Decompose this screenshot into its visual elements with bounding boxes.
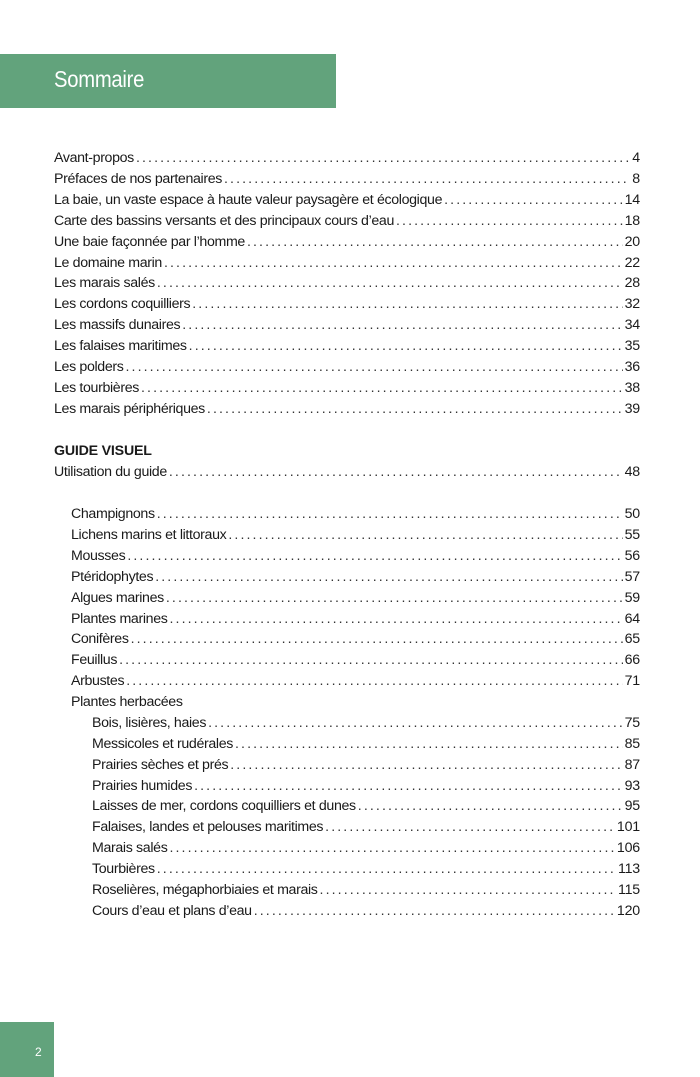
toc-entry-page: 8 <box>632 171 640 187</box>
toc-entry-falaises-landes[interactable] <box>92 817 640 838</box>
toc-entry-label: La baie, un vaste espace à haute valeur paysagère et écologique <box>54 192 443 208</box>
toc-entry-page: 56 <box>624 548 640 564</box>
toc-entry-label: Les falaises maritimes <box>54 338 187 354</box>
section-heading-guide-visuel: GUIDE VISUEL <box>54 443 152 459</box>
toc-entry-cordons[interactable] <box>54 294 640 315</box>
toc-entry-label: Les tourbières <box>54 380 140 396</box>
toc-entry-label: Conifères <box>71 631 129 647</box>
toc-entry-arbustes[interactable] <box>71 671 640 692</box>
toc-entry-label: Feuillus <box>71 652 118 668</box>
toc-entry-page: 48 <box>624 464 640 480</box>
toc-entry-algues[interactable] <box>71 588 640 609</box>
toc-entry-label: Roselières, mégaphorbiaies et marais <box>92 882 318 898</box>
dot-leader <box>189 336 623 357</box>
toc-entry-page: 38 <box>624 380 640 396</box>
dot-leader <box>247 232 623 253</box>
toc-entry-page: 28 <box>624 275 640 291</box>
toc-entry-page: 20 <box>624 234 640 250</box>
toc-entry-prefaces[interactable] <box>54 169 640 190</box>
toc-entry-plantes-marines[interactable] <box>71 609 640 630</box>
title-banner <box>0 54 336 108</box>
toc-entry-pteridophytes[interactable] <box>71 567 640 588</box>
dot-leader <box>127 546 622 567</box>
toc-entry-utilisation[interactable] <box>54 462 640 483</box>
toc-entry-champignons[interactable] <box>71 504 640 525</box>
toc-entry-label: Cours d’eau et plans d’eau <box>92 903 252 919</box>
dot-leader <box>169 462 623 483</box>
toc-entry-page: 71 <box>624 673 640 689</box>
toc-entry-label: Tourbières <box>92 861 155 877</box>
dot-leader <box>207 399 623 420</box>
toc-entry-page: 14 <box>624 192 640 208</box>
dot-leader <box>136 148 630 169</box>
dot-leader <box>208 713 623 734</box>
toc-entry-prairies-seches[interactable] <box>92 755 640 776</box>
dot-leader <box>396 211 623 232</box>
toc-entry-messicoles[interactable] <box>92 734 640 755</box>
toc-entry-massifs[interactable] <box>54 315 640 336</box>
toc-entry-page: 113 <box>617 861 640 877</box>
dot-leader <box>228 525 622 546</box>
toc-entry-prairies-humides[interactable] <box>92 776 640 797</box>
toc-entry-marais-sales-herbacees[interactable] <box>92 838 640 859</box>
toc-entry-label: Falaises, landes et pelouses maritimes <box>92 819 324 835</box>
toc-entry-tourbieres[interactable] <box>54 378 640 399</box>
dot-leader <box>192 294 622 315</box>
toc-entry-polders[interactable] <box>54 357 640 378</box>
toc-entry-laisses[interactable] <box>92 796 640 817</box>
toc-entry-la-baie[interactable] <box>54 190 640 211</box>
toc-entry-label: Prairies humides <box>92 778 193 794</box>
toc-entry-page: 115 <box>617 882 640 898</box>
toc-subheading-plantes-herbacees[interactable]: Plantes herbacées <box>71 694 183 710</box>
dot-leader <box>358 796 623 817</box>
dot-leader <box>224 169 630 190</box>
toc-entry-cours-d-eau[interactable] <box>92 901 640 922</box>
toc-entry-roselieres[interactable] <box>92 880 640 901</box>
toc-entry-carte[interactable] <box>54 211 640 232</box>
dot-leader <box>254 901 615 922</box>
page-number: 2 <box>35 1045 42 1059</box>
dot-leader <box>164 253 623 274</box>
toc-entry-page: 18 <box>624 213 640 229</box>
toc-entry-page: 39 <box>624 401 640 417</box>
toc-entry-label: Avant-propos <box>54 150 134 166</box>
toc-entry-label: Les polders <box>54 359 124 375</box>
toc-entry-label: Ptéridophytes <box>71 569 154 585</box>
toc-entry-page: 4 <box>632 150 640 166</box>
toc-entry-label: Les marais périphériques <box>54 401 205 417</box>
page-number-box <box>0 1022 54 1077</box>
toc-entry-feuillus[interactable] <box>71 650 640 671</box>
dot-leader <box>230 755 622 776</box>
toc-entry-falaises[interactable] <box>54 336 640 357</box>
dot-leader <box>320 880 616 901</box>
toc-entry-page: 65 <box>624 631 640 647</box>
dot-leader <box>166 588 623 609</box>
dot-leader <box>155 567 622 588</box>
dot-leader <box>235 734 623 755</box>
dot-leader <box>157 273 623 294</box>
toc-entry-page: 34 <box>624 317 640 333</box>
page-title: Sommaire <box>54 66 145 92</box>
toc-entry-label: Prairies sèches et prés <box>92 757 229 773</box>
toc-entry-coniferes[interactable] <box>71 629 640 650</box>
toc-entry-page: 85 <box>624 736 640 752</box>
toc-entry-lichens[interactable] <box>71 525 640 546</box>
toc-entry-page: 75 <box>624 715 640 731</box>
toc-entry-page: 50 <box>624 506 640 522</box>
toc-entry-label: Les marais salés <box>54 275 155 291</box>
toc-entry-label: Les cordons coquilliers <box>54 296 191 312</box>
toc-entry-page: 120 <box>616 903 640 919</box>
toc-entry-label: Les massifs dunaires <box>54 317 181 333</box>
dot-leader <box>325 817 615 838</box>
dot-leader <box>169 838 614 859</box>
toc-entry-marais-sales[interactable] <box>54 273 640 294</box>
toc-entry-bois[interactable] <box>92 713 640 734</box>
dot-leader <box>169 609 622 630</box>
toc-entry-label: Utilisation du guide <box>54 464 167 480</box>
toc-entry-page: 95 <box>624 798 640 814</box>
toc-entry-tourbieres-herbacees[interactable] <box>92 859 640 880</box>
dot-leader <box>119 650 623 671</box>
toc-entry-mousses[interactable] <box>71 546 640 567</box>
toc-entry-label: Mousses <box>71 548 126 564</box>
dot-leader <box>157 859 616 880</box>
toc-entry-label: Lichens marins et littoraux <box>71 527 227 543</box>
dot-leader <box>444 190 623 211</box>
toc-entry-page: 36 <box>624 359 640 375</box>
toc-entry-page: 93 <box>624 778 640 794</box>
toc-entry-page: 22 <box>624 255 640 271</box>
toc-entry-label: Marais salés <box>92 840 168 856</box>
toc-entry-label: Champignons <box>71 506 155 522</box>
toc-entry-page: 101 <box>616 819 640 835</box>
toc-entry-label: Arbustes <box>71 673 125 689</box>
toc-entry-page: 66 <box>624 652 640 668</box>
dot-leader <box>141 378 623 399</box>
toc-entry-une-baie[interactable] <box>54 232 640 253</box>
toc-entry-label: Plantes marines <box>71 611 168 627</box>
toc-entry-page: 59 <box>624 590 640 606</box>
toc-entry-label: Préfaces de nos partenaires <box>54 171 222 187</box>
dot-leader <box>131 629 623 650</box>
toc-entry-label: Bois, lisières, haies <box>92 715 207 731</box>
toc-entry-page: 87 <box>624 757 640 773</box>
dot-leader <box>126 671 622 692</box>
dot-leader <box>157 504 623 525</box>
toc-entry-label: Algues marines <box>71 590 164 606</box>
toc-entry-page: 32 <box>624 296 640 312</box>
toc-entry-label: Le domaine marin <box>54 255 162 271</box>
toc-entry-label: Carte des bassins versants et des principaux cours d’eau <box>54 213 395 229</box>
toc-entry-page: 55 <box>624 527 640 543</box>
toc-entry-page: 106 <box>616 840 640 856</box>
toc-entry-label: Une baie façonnée par l’homme <box>54 234 245 250</box>
toc-entry-marais-peripheriques[interactable] <box>54 399 640 420</box>
dot-leader <box>126 357 623 378</box>
toc-entry-page: 64 <box>624 611 640 627</box>
toc-entry-page: 35 <box>624 338 640 354</box>
toc-entry-label: Laisses de mer, cordons coquilliers et dunes <box>92 798 356 814</box>
dot-leader <box>182 315 622 336</box>
toc-entry-avant-propos[interactable] <box>54 148 640 169</box>
toc-entry-domaine-marin[interactable] <box>54 253 640 274</box>
toc-entry-page: 57 <box>624 569 640 585</box>
dot-leader <box>194 776 623 797</box>
toc-entry-label: Messicoles et rudérales <box>92 736 233 752</box>
